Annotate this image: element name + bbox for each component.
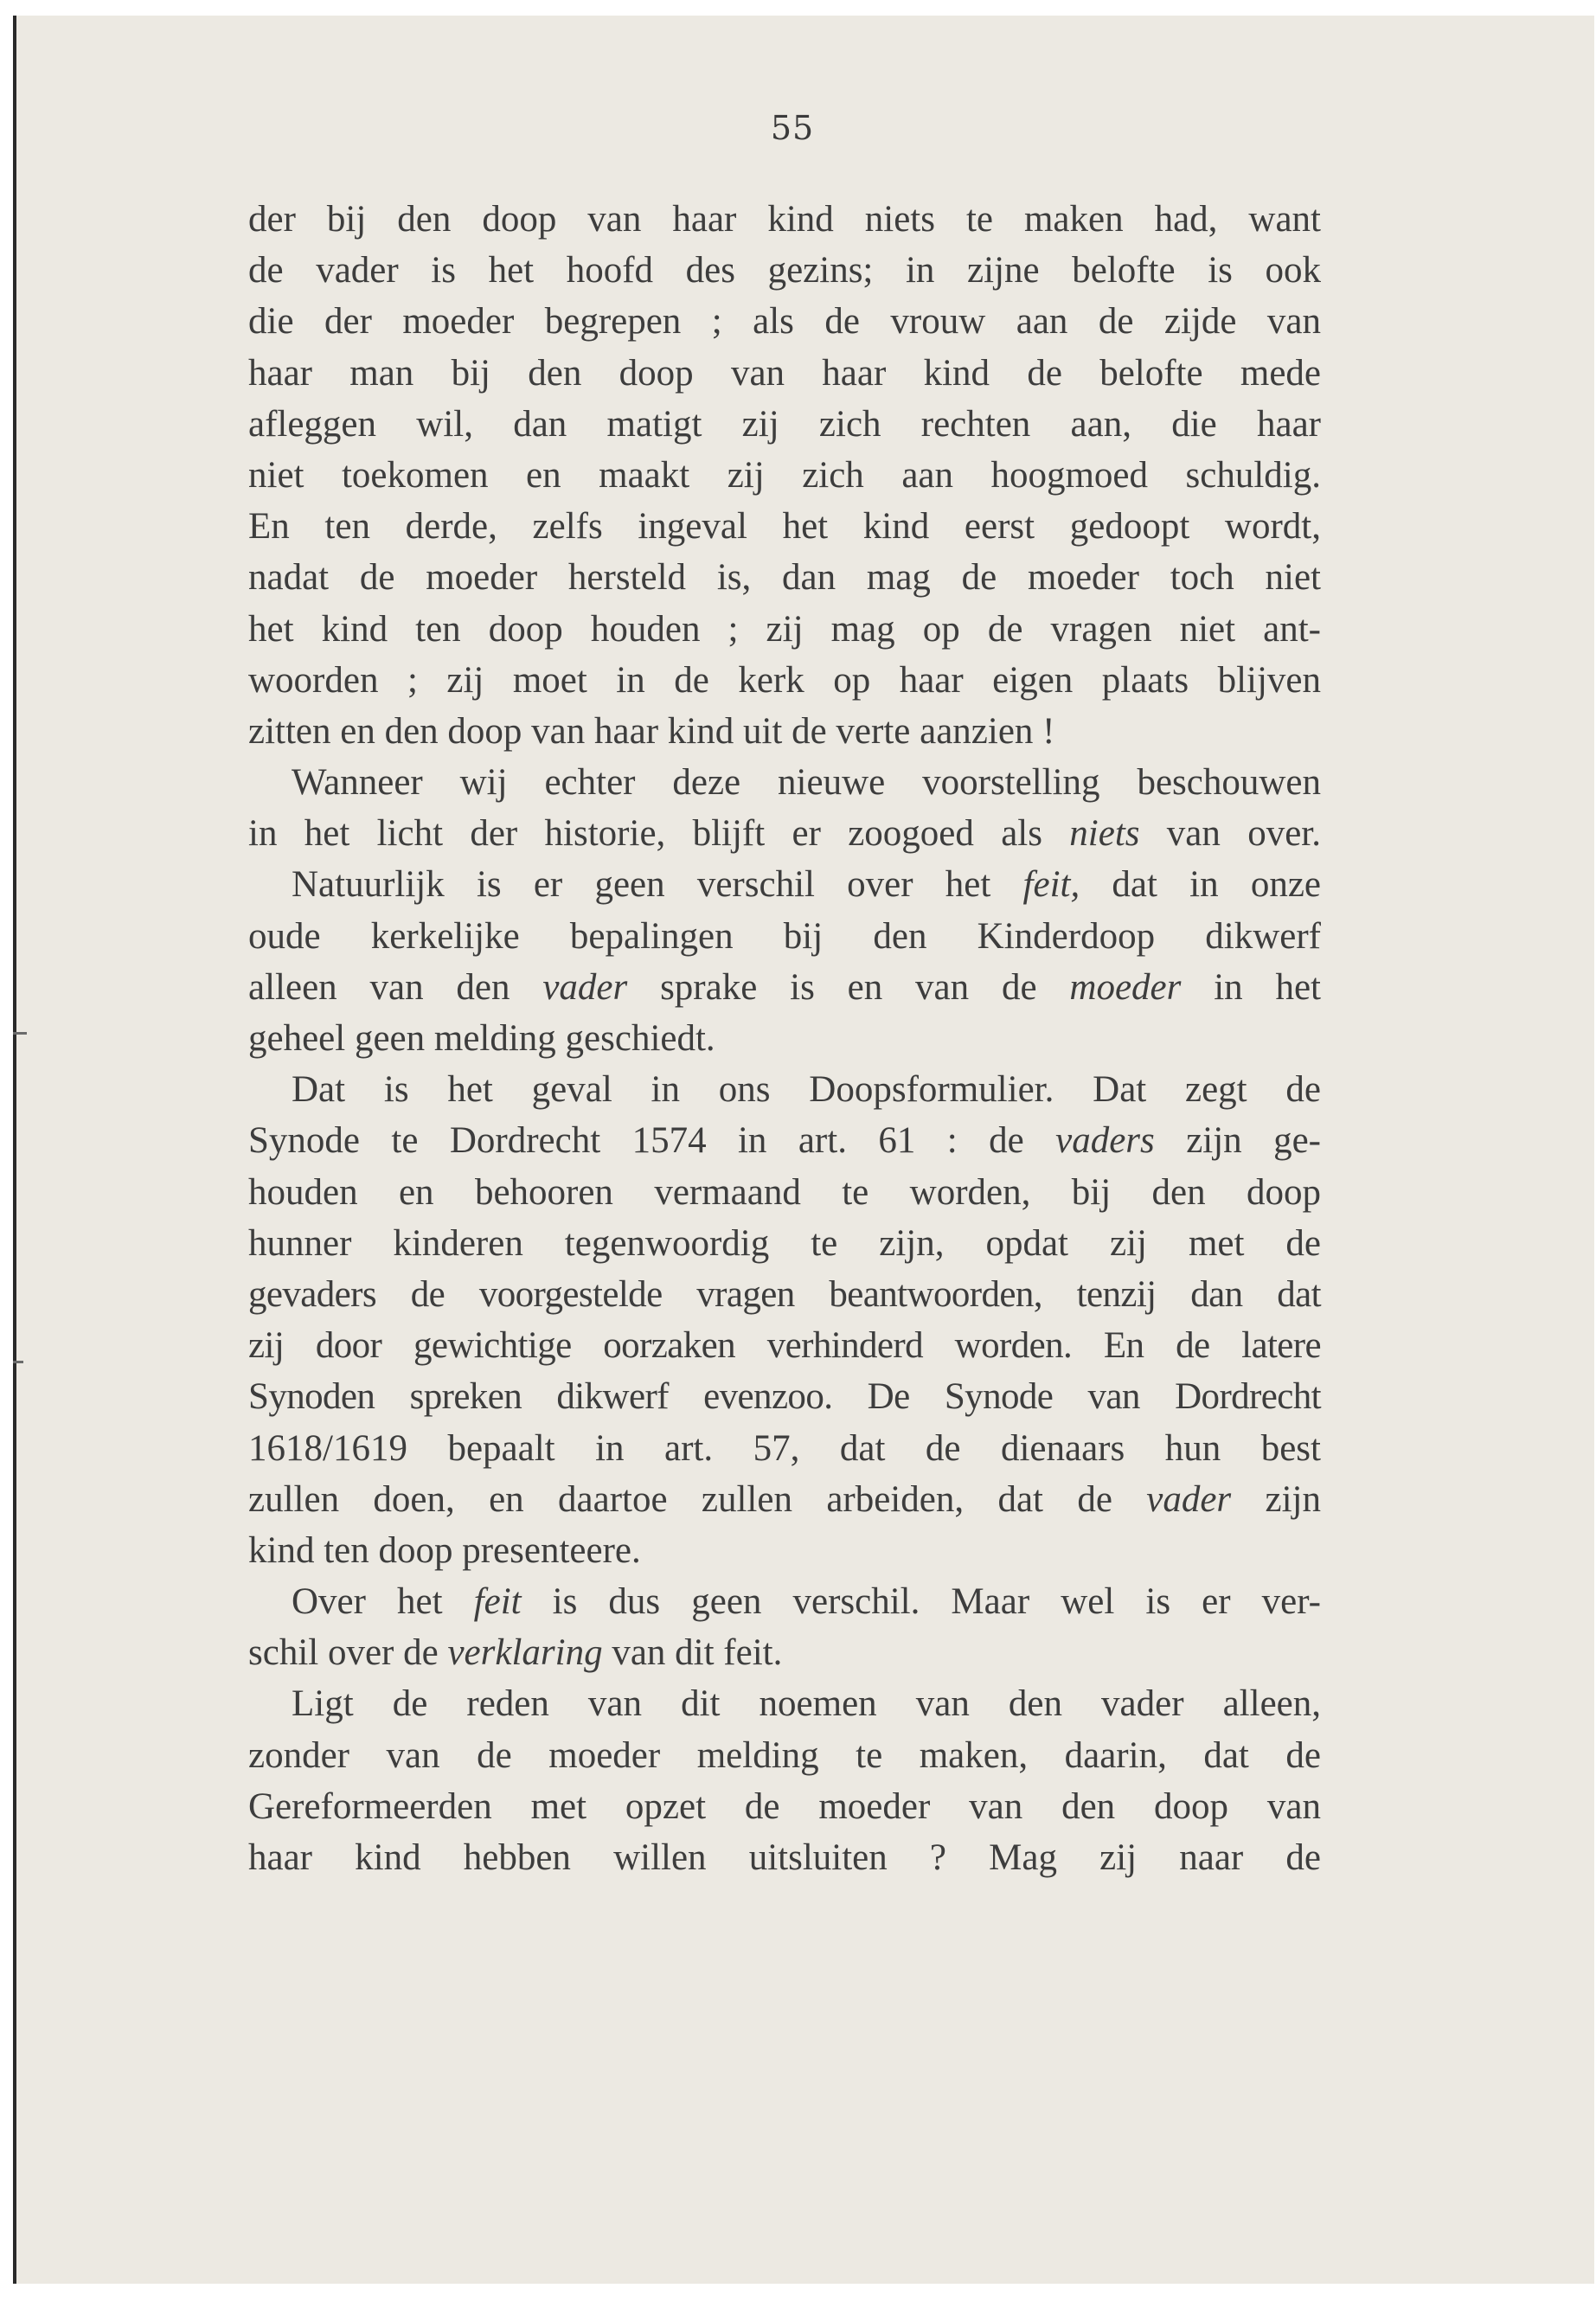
italic-text: feit: [473, 1581, 522, 1623]
text-line: [248, 1832, 1321, 1883]
italic-text: feit,: [1022, 864, 1080, 906]
text-segment: de vader is het hoofd des gezins; in zijne belofte is ook: [248, 250, 1321, 292]
text-line: [248, 1013, 1321, 1064]
text-line: [248, 1423, 1321, 1474]
text-line: [248, 859, 1321, 910]
text-segment: hunner kinderen tegenwoordig te zijn, opdat zij met de: [248, 1222, 1321, 1264]
text-segment: En ten derde, zelfs ingeval het kind eerst gedoopt wordt,: [248, 506, 1321, 548]
text-segment: Ligt de reden van dit noemen van den vader alleen,: [292, 1683, 1321, 1725]
text-line: [248, 1627, 1321, 1678]
text-segment: sprake is en van de: [627, 966, 1070, 1008]
text-segment: kind ten doop presenteere.: [248, 1529, 641, 1571]
italic-text: niets: [1069, 813, 1140, 855]
text-segment: in het licht der historie, blijft er zoogoed als: [248, 813, 1070, 855]
text-segment: schil over de: [248, 1632, 448, 1674]
text-line: [248, 962, 1321, 1013]
scan-edge-mark: [13, 1032, 27, 1035]
text-segment: het kind ten doop houden ; zij mag op de vragen niet ant-: [248, 608, 1321, 650]
text-segment: woorden ; zij moet in de kerk op haar eigen plaats blijven: [248, 659, 1321, 701]
book-page: [13, 16, 1594, 2284]
text-line: [248, 1115, 1321, 1166]
text-line: [248, 808, 1321, 859]
text-segment: gevaders de voorgestelde vragen beantwoorden, tenzij dan dat: [248, 1273, 1321, 1315]
text-segment: alleen van den: [248, 966, 543, 1008]
text-segment: nadat de moeder hersteld is, dan mag de moeder toch niet: [248, 557, 1321, 599]
text-segment: van over.: [1139, 813, 1321, 855]
text-line: [248, 1167, 1321, 1218]
text-segment: Gereformeerden met opzet de moeder van den doop van: [248, 1785, 1321, 1827]
italic-text: vader: [1146, 1478, 1232, 1520]
body-text: [248, 194, 1321, 1883]
text-line: [248, 1064, 1321, 1115]
text-segment: Over het: [292, 1581, 474, 1623]
italic-text: vader: [542, 966, 628, 1008]
text-segment: Dat is het geval in ons Doopsformulier. Dat zegt de: [292, 1069, 1321, 1111]
text-segment: is dus geen verschil. Maar wel is er ver-: [521, 1581, 1321, 1623]
text-line: [248, 1781, 1321, 1832]
text-line: [248, 655, 1321, 706]
text-segment: haar kind hebben willen uitsluiten ? Mag zij naar de: [248, 1837, 1321, 1878]
text-line: [248, 1730, 1321, 1781]
text-line: [248, 1678, 1321, 1729]
text-segment: Synoden spreken dikwerf evenzoo. De Synode van Dordrecht: [248, 1376, 1321, 1418]
italic-text: vaders: [1055, 1120, 1155, 1162]
text-line: [248, 1576, 1321, 1627]
text-segment: 1618/1619 bepaalt in art. 57, dat de dienaars hun best: [248, 1427, 1321, 1469]
text-segment: afleggen wil, dan matigt zij zich rechten aan, die haar: [248, 403, 1321, 445]
text-segment: zijn: [1231, 1478, 1321, 1520]
text-segment: Synode te Dordrecht 1574 in art. 61 : de: [248, 1120, 1056, 1162]
text-line: [248, 552, 1321, 603]
text-segment: zijn ge-: [1154, 1120, 1321, 1162]
text-segment: Natuurlijk is er geen verschil over het: [292, 864, 1023, 906]
text-line: [248, 348, 1321, 399]
text-line: [248, 1371, 1321, 1422]
text-segment: zullen doen, en daartoe zullen arbeiden, dat de: [248, 1478, 1147, 1520]
text-line: [248, 450, 1321, 501]
text-line: [248, 245, 1321, 296]
text-line: [248, 706, 1321, 757]
text-line: [248, 194, 1321, 245]
text-segment: die der moeder begrepen ; als de vrouw aan de zijde van: [248, 301, 1321, 343]
page-number: 55: [770, 109, 815, 147]
text-line: [248, 1218, 1321, 1269]
text-line: [248, 757, 1321, 808]
text-line: [248, 604, 1321, 655]
text-segment: der bij den doop van haar kind niets te maken had, want: [248, 199, 1321, 240]
text-line: [248, 501, 1321, 552]
text-line: [248, 1320, 1321, 1371]
text-segment: van dit feit.: [602, 1632, 783, 1674]
text-segment: zitten en den doop van haar kind uit de verte aanzien !: [248, 710, 1055, 752]
text-segment: dat in onze: [1080, 864, 1321, 906]
text-segment: zij door gewichtige oorzaken verhinderd worden. En de latere: [248, 1325, 1321, 1367]
text-line: [248, 1474, 1321, 1525]
text-segment: oude kerkelijke bepalingen bij den Kinderdoop dikwerf: [248, 915, 1321, 957]
text-line: [248, 1269, 1321, 1320]
text-line: [248, 296, 1321, 347]
text-segment: haar man bij den doop van haar kind de belofte mede: [248, 352, 1321, 394]
text-segment: Wanneer wij echter deze nieuwe voorstelling beschouwen: [292, 762, 1321, 804]
text-line: [248, 911, 1321, 962]
italic-text: verklaring: [447, 1632, 603, 1674]
scan-edge-mark: [13, 1361, 23, 1363]
text-line: [248, 1525, 1321, 1576]
text-line: [248, 399, 1321, 450]
text-segment: zonder van de moeder melding te maken, daarin, dat de: [248, 1734, 1321, 1776]
italic-text: moeder: [1069, 966, 1182, 1008]
text-segment: in het: [1181, 966, 1322, 1008]
text-segment: niet toekomen en maakt zij zich aan hoogmoed schuldig.: [248, 454, 1321, 496]
text-segment: houden en behooren vermaand te worden, bij den doop: [248, 1171, 1321, 1213]
text-segment: geheel geen melding geschiedt.: [248, 1018, 715, 1059]
